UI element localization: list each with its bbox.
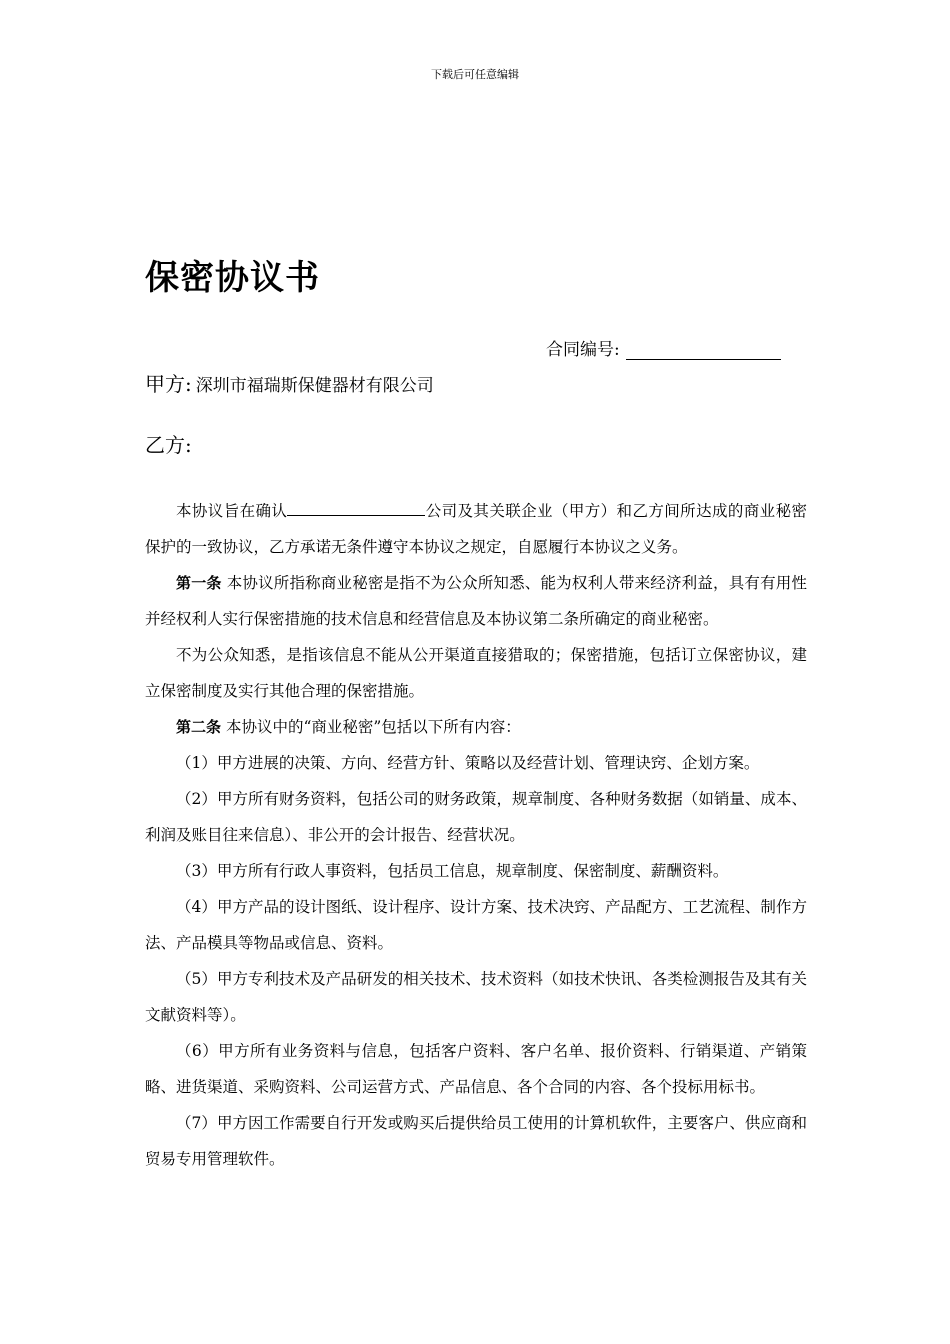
party-a-label: 甲方: (145, 372, 192, 396)
article-2-text: 本协议中的“商业秘密”包括以下所有内容： (221, 718, 521, 736)
article-1-note: 不为公众知悉，是指该信息不能从公开渠道直接猎取的；保密措施，包括订立保密协议，建立保密制度及实行其他合理的保密措施。 (145, 646, 807, 700)
article-1-text: 本协议所指称商业秘密是指不为公众所知悉、能为权利人带来经济利益，具有有用性并经权利人实行保密措施的技术信息和经营信息及本协议第二条所确定的商业秘密。 (145, 574, 807, 628)
list-item: （2）甲方所有财务资料，包括公司的财务政策，规章制度、各种财务数据（如销量、成本、利润及账目往来信息）、非公开的会计报告、经营状况。 (145, 790, 807, 844)
list-item: （4）甲方产品的设计图纸、设计程序、设计方案、技术决窍、产品配方、工艺流程、制作方法、产品模具等物品或信息、资料。 (145, 898, 807, 952)
party-a (145, 368, 434, 397)
list-item: （6）甲方所有业务资料与信息，包括客户资料、客户名单、报价资料、行销渠道、产销策略、进货渠道、采购资料、公司运营方式、产品信息、各个合同的内容、各个投标用标书。 (145, 1042, 807, 1096)
article-1 (145, 565, 807, 637)
contract-number (546, 335, 781, 360)
list-item: （5）甲方专利技术及产品研发的相关技术、技术资料（如技术快讯、各类检测报告及其有关文献资料等）。 (145, 970, 807, 1024)
document-title: 保密协议书 (145, 258, 320, 298)
list-item: （3）甲方所有行政人事资料，包括员工信息，规章制度、保密制度、薪酬资料。 (176, 862, 729, 880)
article-1-heading: 第一条 (176, 574, 222, 592)
article-2 (145, 709, 807, 745)
intro-after-blank: 公司及其关联企业（甲方）和乙方间所达成的商业秘密保护的一致协议，乙方承诺无条件遵守本协议之规定，自愿履行本协议之义务。 (145, 502, 807, 556)
intro-before-blank: 本协议旨在确认 (176, 502, 288, 520)
party-a-value: 深圳市福瑞斯保健器材有限公司 (195, 376, 434, 396)
agreement-body (145, 493, 807, 1177)
contract-number-blank (626, 341, 781, 360)
intro-paragraph (145, 493, 807, 565)
list-item: （7）甲方因工作需要自行开发或购买后提供给员工使用的计算机软件，主要客户、供应商和贸易专用管理软件。 (145, 1114, 807, 1168)
party-b-label: 乙方: (145, 433, 192, 457)
list-item: （1）甲方进展的决策、方向、经营方针、策略以及经营计划、管理诀窍、企划方案。 (176, 754, 760, 772)
company-name-blank (287, 497, 425, 516)
party-b (145, 429, 192, 458)
header-note: 下载后可任意编辑 (431, 68, 519, 81)
contract-number-label: 合同编号: (546, 340, 620, 360)
article-2-heading: 第二条 (176, 718, 222, 736)
